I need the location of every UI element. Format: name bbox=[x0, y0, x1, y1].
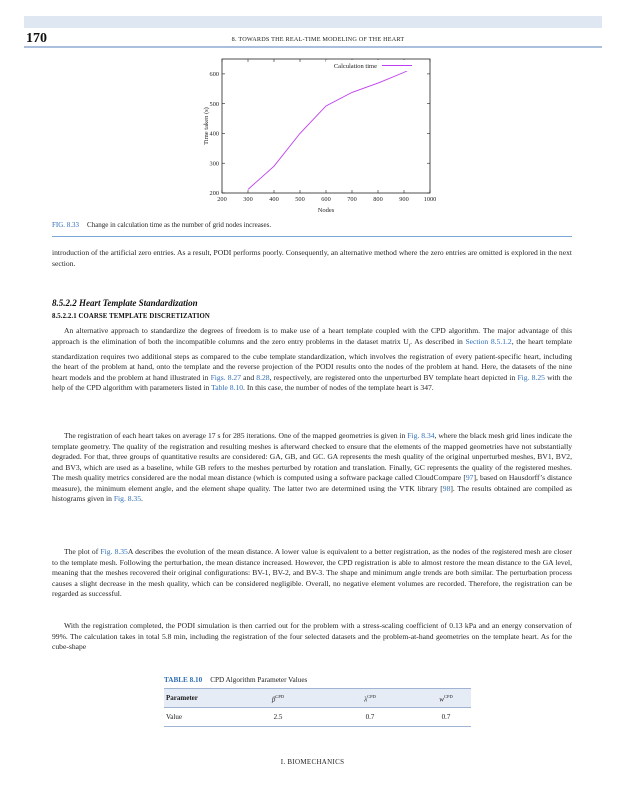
table-cell-beta: 2.5 bbox=[273, 713, 283, 721]
figure-caption-text: Change in calculation time as the number of grid nodes increases. bbox=[87, 221, 272, 229]
table-header-row bbox=[164, 688, 471, 708]
calculation-time-chart bbox=[176, 54, 466, 214]
w-symbol: w bbox=[439, 695, 444, 704]
x-tick-label: 300 bbox=[243, 196, 253, 203]
table-row-label: Value bbox=[166, 713, 182, 721]
figure-caption bbox=[52, 221, 271, 229]
paragraph-1-text-c: , the heart template standardization requires two additional steps as compared to the cube template standardization, which involves the registration of every patient-specific heart, including the heart of the problem at hand, onto the template and the reverse projection of the PODI results onto the nodes of the problem at hand. Here, the datasets of the nine heart models and the problem at hand illustrated in bbox=[52, 336, 573, 382]
table-row bbox=[164, 708, 471, 727]
figure-link[interactable]: Fig. 8.34 bbox=[407, 431, 435, 440]
paragraph-1-text-e: , respectively, are registered onto the unperturbed BV template heart depicted in bbox=[269, 372, 518, 382]
plot-frame bbox=[222, 59, 430, 193]
x-tick-label: 400 bbox=[269, 196, 279, 203]
x-axis-label: Nodes bbox=[317, 207, 335, 214]
y-tick-label: 300 bbox=[209, 160, 219, 168]
paragraph-2 bbox=[52, 431, 572, 505]
lambda-symbol: λ bbox=[364, 695, 368, 704]
y-axis-label: Time taken (s) bbox=[203, 107, 210, 145]
y-tick-label: 500 bbox=[209, 100, 219, 108]
y-tick-label: 600 bbox=[209, 71, 219, 79]
table-link[interactable]: Table 8.10 bbox=[211, 383, 244, 393]
lambda-superscript: CPD bbox=[367, 694, 376, 699]
paragraph-1-text-g: . In this case, the number of nodes of the template heart is 347. bbox=[243, 383, 434, 393]
paragraph-2-text-a: The registration of each heart takes on average 17 s for 285 iterations. One of the mapped geometries is given in bbox=[64, 431, 408, 440]
x-tick-label: 200 bbox=[217, 196, 227, 203]
paragraph-1-text-d: and bbox=[241, 372, 257, 382]
paragraph-4: With the registration completed, the PODI simulation is then carried out for the problem with a stress-scaling coefficient of 0.13 kPa and an energy conservation of 99%. The calculation takes in total 5.8 min, including the registration of the four selected datasets and the problem-at-hand geometries on the template heart. As for the cube-shape bbox=[52, 621, 572, 652]
paragraph-2-text-c: ], based on Hausdorff’s distance measure), the minimum element angle, and the element shape quality. The latter two are determined using the VTK library [ bbox=[52, 473, 572, 493]
page-footer: I. BIOMECHANICS bbox=[280, 758, 345, 766]
table-header-lambda bbox=[350, 694, 390, 703]
page-number: 170 bbox=[26, 31, 47, 46]
running-head: 8. TOWARDS THE REAL-TIME MODELING OF THE HEART bbox=[231, 36, 405, 43]
paragraph-1-text-a: An alternative approach to standardize the degrees of freedom is to make use of a heart template coupled with the CPD algorithm. The major advantage of this approach is the elimination of both the incompatible columns and the zero entry problems in the dataset matrix U bbox=[52, 326, 572, 346]
intro-paragraph: introduction of the artificial zero entries. As a result, PODI performs poorly. Consequently, an alternative method where the zero entries are omitted is explored in the next section. bbox=[52, 248, 572, 268]
x-tick-label: 1000 bbox=[423, 196, 437, 203]
table-header-w bbox=[426, 694, 466, 703]
x-tick-label: 800 bbox=[373, 196, 383, 203]
caption-rule bbox=[52, 236, 572, 237]
figure-link[interactable]: Fig. 8.25 bbox=[517, 372, 545, 382]
table-cell-lambda: 0.7 bbox=[365, 713, 375, 721]
y-tick-label: 400 bbox=[209, 130, 219, 138]
x-tick-label: 900 bbox=[399, 196, 409, 203]
figure-link[interactable]: Fig. 8.35 bbox=[100, 547, 128, 556]
figure-link[interactable]: Figs. 8.27 bbox=[210, 372, 241, 382]
table-header-beta bbox=[258, 694, 298, 703]
calculation-time-line bbox=[248, 64, 422, 190]
paragraph-2-text-e: . bbox=[141, 494, 143, 504]
table-number: TABLE 8.10 bbox=[164, 676, 203, 684]
table-caption-text: CPD Algorithm Parameter Values bbox=[210, 676, 308, 684]
paragraph-1-text-b: . As described in bbox=[410, 336, 466, 346]
figure-link[interactable]: Fig. 8.35 bbox=[113, 494, 142, 504]
x-tick-label: 600 bbox=[321, 196, 331, 203]
x-tick-label: 500 bbox=[295, 196, 305, 203]
w-superscript: CPD bbox=[443, 694, 453, 699]
figure-link[interactable]: 8.28 bbox=[256, 372, 270, 382]
paragraph-3-text-b: A describes the evolution of the mean distance. A lower value is equivalent to a better registration, as the nodes of the registered mesh are closer to the template mesh. Following the perturbation, the mean distance increased. However, the CPD registration is able to almost restore the mean distance to the GA level, meaning that the meshes recovered their original configurations: BV-1, BV-2, and BV-3. The shape and minimum angle trends are both similar. The perturbation process causes a slight decrease in the mesh quality, which can be considered negligible. Overall, no negative element volumes are recorded. Therefore, the registration can be regarded as successful. bbox=[52, 547, 573, 599]
table-header-label: Parameter bbox=[166, 694, 198, 702]
x-tick-label: 700 bbox=[347, 196, 357, 203]
legend-label: Calculation time bbox=[333, 63, 377, 70]
paragraph-2-text-b: , where the black mesh grid lines indicate the template geometry. The quality of the registration and resulting meshes is afterward checked to ensure that the elements of the mapped geometries have not substantially degraded. For that, three groups of quantitative results are considered: GA, GB, and GC. GA represents the mesh quality of the original unperturbed meshes, BV1, BV2, and BV3, which are used as a baseline, while GB refers to the meshes perturbed by rotation and translation. Finally, GC represents the quality of the registered meshes. The mesh quality metrics considered are the nodal mean distance (which is computed using a software package called CloudCompare [ bbox=[52, 431, 573, 483]
header-rule bbox=[24, 46, 602, 48]
section-title: 8.5.2.2 Heart Template Standardization bbox=[52, 298, 198, 308]
matrix-subscript: t bbox=[408, 343, 411, 349]
section-link[interactable]: Section 8.5.1.2 bbox=[465, 336, 512, 346]
paragraph-1-text-f: with the help of the CPD algorithm with parameters listed in bbox=[52, 372, 573, 393]
citation-link[interactable]: 97 bbox=[465, 473, 474, 483]
figure-number: FIG. 8.33 bbox=[52, 221, 80, 229]
paragraph-3-text-a: The plot of bbox=[64, 547, 101, 556]
header-band bbox=[24, 16, 602, 28]
paragraph-3 bbox=[52, 547, 572, 600]
y-tick-label: 200 bbox=[209, 190, 219, 198]
parameter-table bbox=[164, 688, 471, 727]
beta-symbol: β bbox=[271, 695, 276, 704]
paragraph-1 bbox=[52, 326, 572, 394]
paragraph-2-text-d: ]. The results obtained are compiled as histograms given in bbox=[52, 483, 572, 504]
table-caption bbox=[164, 676, 307, 684]
beta-superscript: CPD bbox=[275, 694, 285, 699]
subsection-title: 8.5.2.2.1 COARSE TEMPLATE DISCRETIZATION bbox=[52, 313, 210, 320]
table-cell-w: 0.7 bbox=[441, 713, 451, 721]
citation-link[interactable]: 98 bbox=[442, 483, 451, 493]
